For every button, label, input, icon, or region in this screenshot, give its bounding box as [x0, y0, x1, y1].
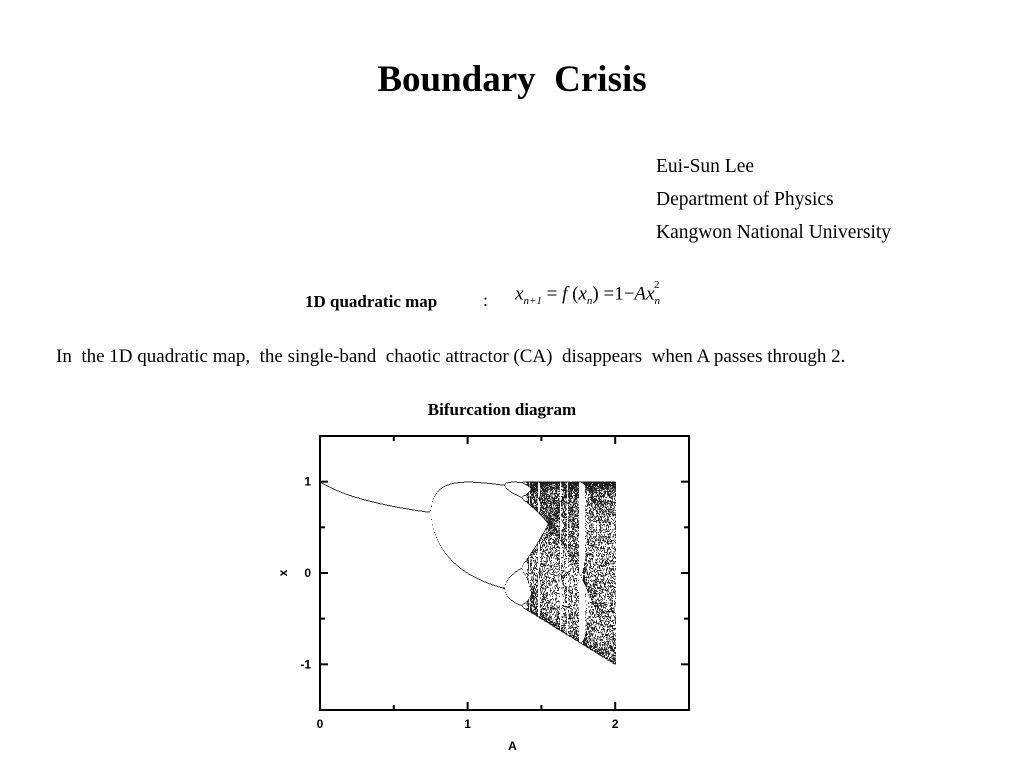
- x-tick-label: 1: [464, 717, 471, 731]
- y-tick-label: 1: [304, 474, 311, 489]
- description-sentence: In the 1D quadratic map, the single-band chaotic attractor (CA) disappears when A passes through 2.: [56, 346, 846, 367]
- map-colon: :: [483, 290, 489, 310]
- eq-open-paren: (: [572, 283, 579, 305]
- author-university: Kangwon National University: [656, 222, 892, 243]
- author-department: Department of Physics: [656, 189, 834, 210]
- eq-f: f: [562, 283, 568, 305]
- bifurcation-points: [320, 482, 616, 665]
- eq-A: A: [634, 283, 647, 305]
- eq-lhs-sub: n+1: [523, 295, 542, 308]
- eq-close-paren: ): [592, 283, 599, 305]
- y-tick-label: -1: [300, 657, 311, 672]
- eq-rhs-sup: 2: [653, 279, 660, 291]
- map-label: 1D quadratic map: [305, 292, 438, 311]
- eq-equals-1: =: [546, 283, 558, 305]
- author-name: Eui-Sun Lee: [656, 156, 755, 177]
- chart-caption: Bifurcation diagram: [427, 400, 577, 419]
- eq-arg-sub: n: [586, 295, 593, 308]
- plot-frame: [320, 436, 689, 710]
- eq-minus: −: [623, 283, 635, 305]
- eq-lhs: x: [515, 283, 524, 305]
- x-axis-label: A: [508, 739, 517, 753]
- eq-rhs-sub: n: [654, 295, 660, 308]
- x-tick-label: 2: [611, 717, 619, 731]
- x-tick-label: 0: [316, 717, 324, 731]
- eq-arg: x: [578, 283, 587, 305]
- y-tick-label: 0: [304, 566, 311, 580]
- axis-ticks: [320, 436, 689, 710]
- eq-equals-2: =: [603, 283, 615, 305]
- y-axis-label: x: [276, 569, 290, 577]
- eq-rhs-x: x: [646, 283, 655, 305]
- eq-one: 1: [614, 283, 624, 305]
- bifurcation-orbit-points: [320, 482, 616, 665]
- slide-title: Boundary Crisis: [377, 59, 647, 100]
